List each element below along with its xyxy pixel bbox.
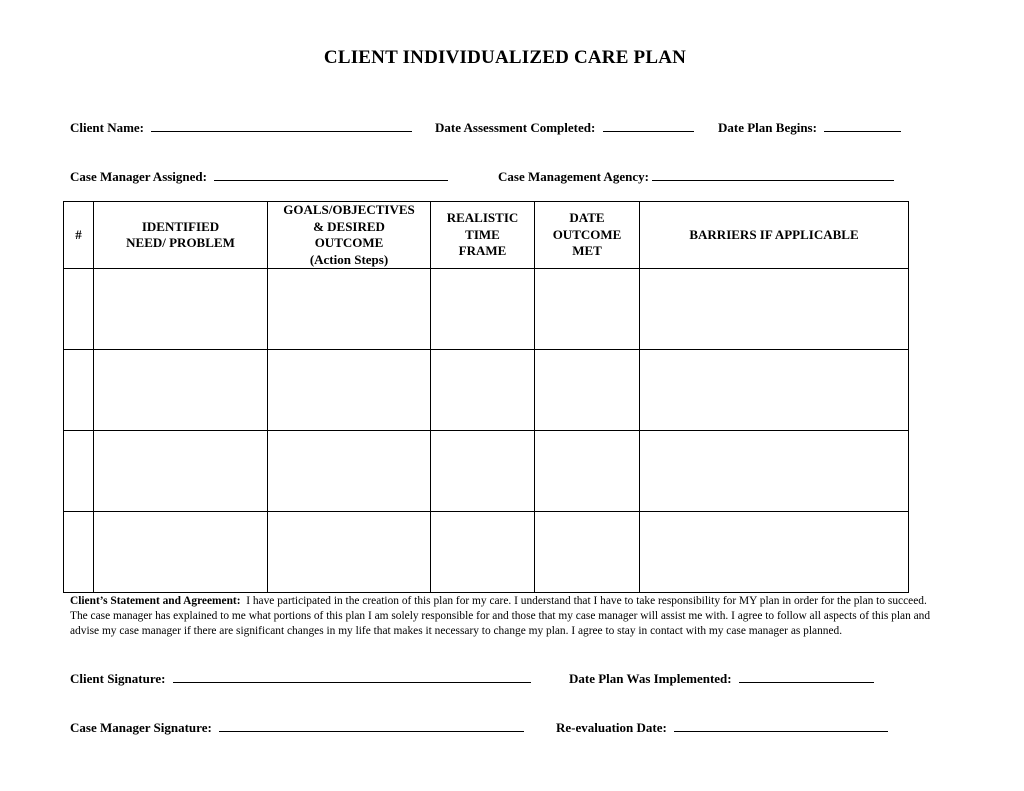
col-header-time-frame: REALISTIC TIME FRAME	[431, 202, 535, 269]
table-cell[interactable]	[431, 350, 535, 431]
table-cell[interactable]	[268, 431, 431, 512]
table-row	[64, 350, 909, 431]
table-cell[interactable]	[94, 431, 268, 512]
client-statement	[70, 594, 946, 640]
table-cell[interactable]	[535, 431, 640, 512]
table-cell[interactable]	[535, 350, 640, 431]
table-cell[interactable]	[535, 512, 640, 593]
statement-label: Client’s Statement and Agreement:	[70, 595, 241, 607]
agency-input-line[interactable]	[652, 168, 894, 181]
client-signature-label: Client Signature:	[70, 671, 166, 686]
table-cell[interactable]	[431, 269, 535, 350]
col-header-number: #	[64, 202, 94, 269]
case-manager-signature-label: Case Manager Signature:	[70, 720, 212, 735]
statement-text: I have participated in the creation of this plan for my care. I understand that I have to take responsibility for MY plan in order for the plan to succeed. The case manager has explained to me what portions of this plan I am solely responsible for and those that my case manager will assist me with. I agree to follow all aspects of this plan and advise my case manager if there are significant changes in my life that makes it necessary to change my plan. I agree to stay in contact with my case manager as planned.	[70, 595, 931, 638]
table-cell[interactable]	[431, 512, 535, 593]
col-header-identified-need: IDENTIFIED NEED/ PROBLEM	[94, 202, 268, 269]
date-assessment-label: Date Assessment Completed:	[435, 120, 596, 135]
table-cell[interactable]	[64, 431, 94, 512]
table-cell[interactable]	[535, 269, 640, 350]
reevaluation-date-field	[556, 719, 888, 736]
table-cell[interactable]	[94, 269, 268, 350]
agency-label: Case Management Agency:	[498, 169, 649, 184]
case-manager-input-line[interactable]	[214, 168, 448, 181]
table-cell[interactable]	[94, 512, 268, 593]
date-implemented-field	[569, 670, 874, 687]
client-signature-field	[70, 670, 531, 687]
table-row	[64, 512, 909, 593]
case-manager-signature-input-line[interactable]	[219, 719, 524, 732]
table-cell[interactable]	[94, 350, 268, 431]
date-implemented-label: Date Plan Was Implemented:	[569, 671, 732, 686]
col-header-barriers: BARRIERS IF APPLICABLE	[640, 202, 909, 269]
date-plan-begins-input-line[interactable]	[824, 119, 901, 132]
client-signature-input-line[interactable]	[173, 670, 531, 683]
table-cell[interactable]	[64, 269, 94, 350]
table-cell[interactable]	[640, 269, 909, 350]
case-manager-field	[70, 168, 448, 185]
reevaluation-date-label: Re-evaluation Date:	[556, 720, 667, 735]
date-plan-begins-field	[718, 119, 901, 136]
table-cell[interactable]	[64, 512, 94, 593]
care-plan-table	[63, 201, 909, 593]
date-plan-begins-label: Date Plan Begins:	[718, 120, 817, 135]
table-cell[interactable]	[431, 431, 535, 512]
page-title: CLIENT INDIVIDUALIZED CARE PLAN	[323, 47, 687, 68]
date-assessment-input-line[interactable]	[603, 119, 694, 132]
table-cell[interactable]	[640, 512, 909, 593]
case-manager-label: Case Manager Assigned:	[70, 169, 207, 184]
table-cell[interactable]	[64, 350, 94, 431]
agency-field	[498, 168, 894, 185]
table-header-row	[64, 202, 909, 269]
reevaluation-date-input-line[interactable]	[674, 719, 888, 732]
client-name-label: Client Name:	[70, 120, 145, 135]
table-cell[interactable]	[268, 269, 431, 350]
col-header-date-outcome-met: DATE OUTCOME MET	[535, 202, 640, 269]
date-assessment-field	[435, 119, 694, 136]
table-row	[64, 431, 909, 512]
client-name-input-line[interactable]	[151, 119, 412, 132]
client-name-field	[70, 119, 412, 136]
table-row	[64, 269, 909, 350]
case-manager-signature-field	[70, 719, 524, 736]
col-header-goals-objectives: GOALS/OBJECTIVES & DESIRED OUTCOME (Action Steps)	[268, 202, 431, 269]
table-cell[interactable]	[640, 350, 909, 431]
table-cell[interactable]	[268, 512, 431, 593]
table-cell[interactable]	[268, 350, 431, 431]
table-cell[interactable]	[640, 431, 909, 512]
date-implemented-input-line[interactable]	[739, 670, 874, 683]
